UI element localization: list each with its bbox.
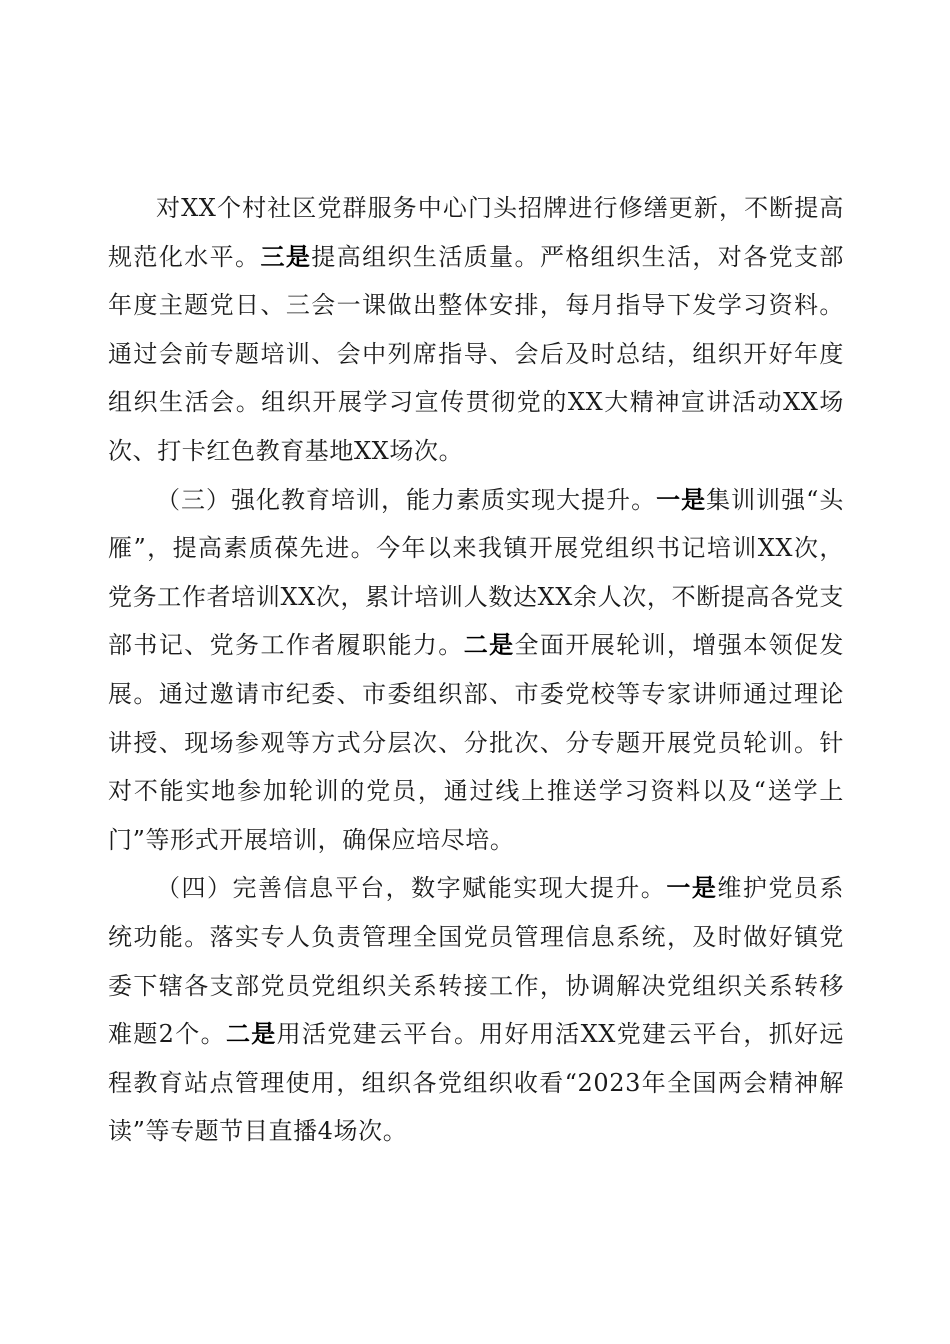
document-body [108,184,844,1156]
paragraph-text: 对XX个村社区党群服务中心门头招牌进行修缮更新，不断提高规范化水平。 [108,194,844,271]
ordinal-marker: 一是 [666,873,718,903]
paragraph-text: 用活党建云平台。用好用活XX党建云平台，抓好远程教育站点管理使用，组织各党组织收看“2023年全国两会精神解读”等专题节目直播4场次。 [108,1020,844,1146]
section-heading: （四）完善信息平台，数字赋能实现大提升。 [156,874,667,903]
paragraph-text: 维护党员系统功能。落实专人负责管理全国党员管理信息系统，及时做好镇党委下辖各支部党员党组织关系转接工作，协调解决党组织关系转移难题2个。 [108,874,845,1049]
paragraph-2 [108,476,844,865]
ordinal-marker: 二是 [463,630,515,660]
ordinal-marker: 二是 [225,1019,277,1049]
paragraph-text: 集训训强“头雁”，提高素质葆先进。今年以来我镇开展党组织书记培训XX次，党务工作者培训XX次，累计培训人数达XX余人次，不断提高各党支部书记、党务工作者履职能力。 [108,485,845,660]
ordinal-marker: 一是 [656,484,707,514]
section-heading: （三）强化教育培训，能力素质实现大提升。 [156,485,657,514]
paragraph-3 [108,864,844,1156]
paragraph-text: 提高组织生活质量。严格组织生活，对各党支部年度主题党日、三会一课做出整体安排，每月指导下发学习资料。通过会前专题培训、会中列席指导、会后及时总结，组织开好年度组织生活会。组织开展学习宣传贯彻党的XX大精神宣讲活动XX场次、打卡红色教育基地XX场次。 [108,242,845,465]
paragraph-1 [108,184,844,476]
paragraph-text: 全面开展轮训，增强本领促发展。通过邀请市纪委、市委组织部、市委党校等专家讲师通过理论讲授、现场参观等方式分层次、分批次、分专题开展党员轮训。针对不能实地参加轮训的党员，通过线上推送学习资料以及“送学上门”等形式开展培训，确保应培尽培。 [108,631,845,854]
ordinal-marker: 三是 [260,241,312,271]
